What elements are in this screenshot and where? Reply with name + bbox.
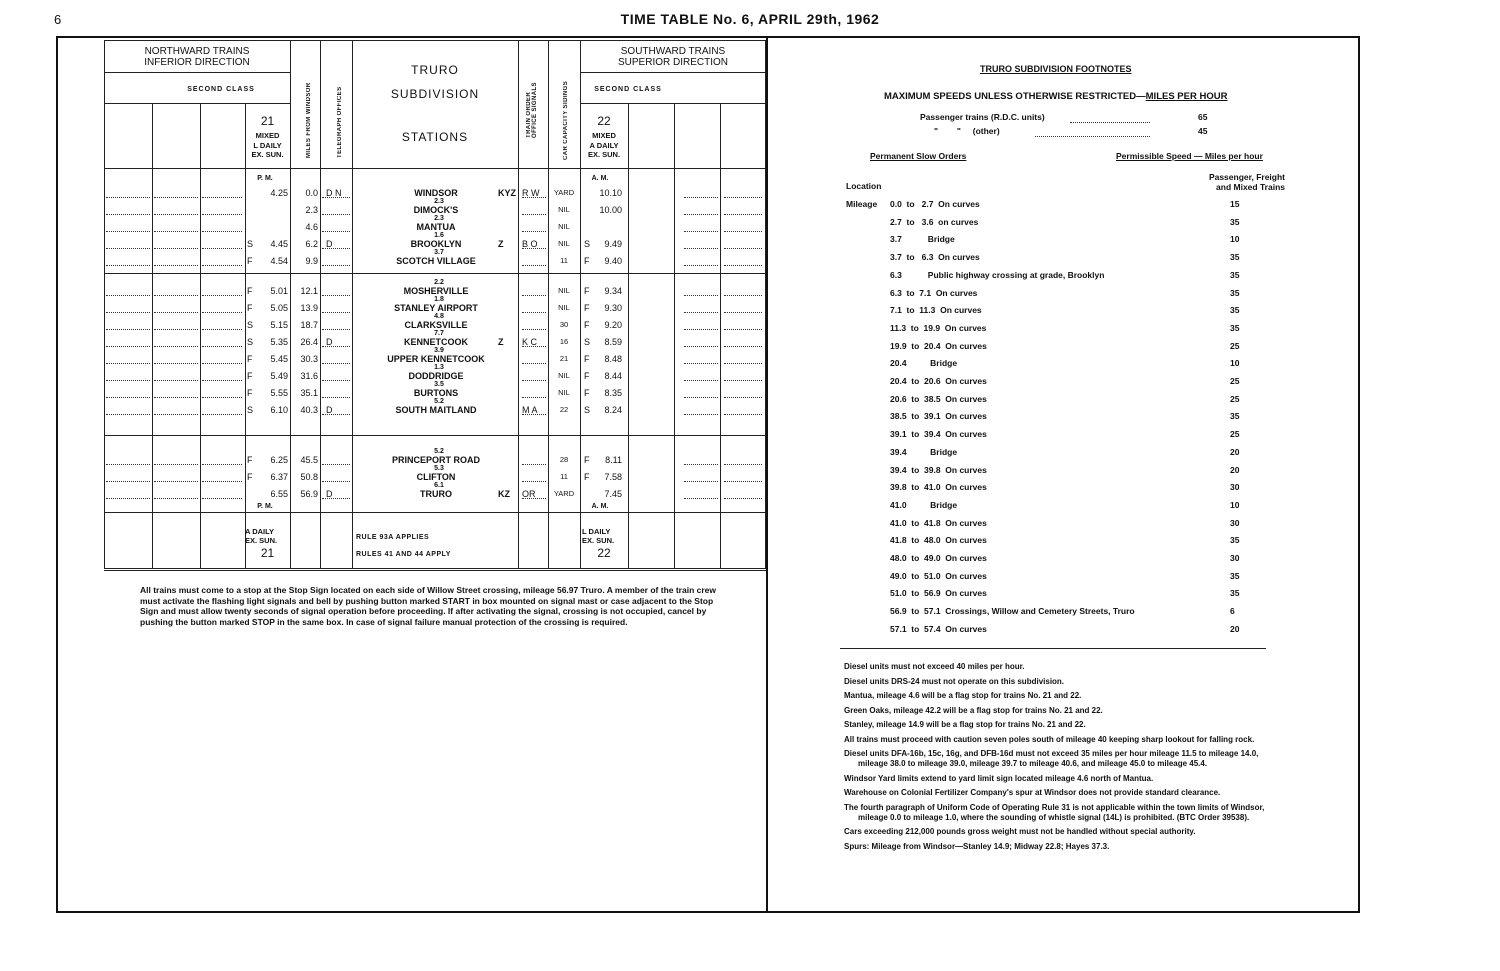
time-21: 5.55 [270, 388, 288, 398]
car-capacity: 30 [559, 320, 569, 329]
telegraph-code: D N [326, 188, 342, 198]
mileage: 0.0 [305, 188, 318, 198]
flag-21: S [247, 320, 254, 330]
slow-order-speed: 10 [1230, 234, 1240, 245]
passenger-rdc-speed: 65 [1198, 112, 1208, 122]
slow-order-row [840, 323, 1290, 340]
time-22: 9.30 [604, 303, 622, 313]
slow-order-row [840, 217, 1290, 234]
slow-order-speed: 30 [1230, 517, 1240, 528]
time-22: 9.49 [604, 239, 622, 249]
km-between: 2.3 [434, 215, 444, 222]
slow-order-location: 41.0 to 41.8 On curves [890, 517, 987, 528]
time-22: 7.45 [604, 489, 622, 499]
car-capacity: 22 [559, 405, 569, 414]
slow-order-location: 0.0 to 2.7 On curves [890, 199, 980, 209]
foot-right-num: 22 [597, 546, 611, 560]
time-22: 9.34 [604, 286, 622, 296]
car-capacity: 11 [560, 472, 568, 481]
mileage: 2.3 [305, 205, 318, 215]
time-22: 8.11 [605, 455, 622, 465]
km-between: 1.6 [434, 232, 444, 239]
station-name: STANLEY AIRPORT [394, 303, 478, 313]
footnote: Diesel units DFA-16b, 15c, 16g, and DFB-16d must not exceed 35 miles per hour mileage 11.5 to mileage 14.0, mileage 38.0 to mileage 39.0, mileage 39.7 to mileage 40.6, and mileage 45.0 to mileage 45.4. [844, 749, 1259, 768]
mileage: 35.1 [300, 388, 318, 398]
passenger-other-label: " " (other) [934, 126, 1000, 136]
car-capacity: NIL [558, 286, 570, 295]
slow-order-location: 38.5 to 39.1 On curves [890, 411, 987, 422]
flag-21: F [247, 371, 253, 381]
slow-order-location: 7.1 to 11.3 On curves [890, 305, 982, 316]
footnote: Green Oaks, mileage 42.2 will be a flag stop for trains No. 21 and 22. [844, 705, 1103, 715]
slow-order-location: 39.4 to 39.8 On curves [890, 464, 987, 475]
flag-22: F [584, 256, 590, 266]
passenger-rdc-label: Passenger trains (R.D.C. units) [920, 112, 1045, 122]
slow-order-row [840, 429, 1290, 446]
km-between: 5.3 [434, 465, 444, 472]
km-between: 3.7 [434, 249, 444, 256]
slow-order-row [840, 606, 1290, 623]
km-between: 2.3 [434, 198, 444, 205]
time-22: 8.59 [604, 337, 622, 347]
car-capacity: YARD [553, 188, 575, 197]
km-between: 6.1 [434, 482, 444, 489]
station-name: DODDRIDGE [408, 371, 464, 381]
col-car-capacity: CAR CAPACITY SIDINGS [563, 80, 569, 160]
slow-order-speed: 6 [1230, 606, 1235, 617]
slow-order-row [840, 447, 1290, 464]
slow-order-speed: 35 [1230, 411, 1240, 422]
footnote: Stanley, mileage 14.9 will be a flag stop for trains No. 21 and 22. [844, 720, 1086, 729]
slow-order-speed: 25 [1230, 429, 1240, 440]
flag-22: F [584, 354, 590, 364]
slow-order-row [840, 358, 1290, 375]
mileage: 30.3 [300, 354, 318, 364]
km-between: 1.3 [434, 364, 444, 371]
slow-order-speed: 35 [1230, 269, 1240, 280]
slow-order-location: 41.0 Bridge [890, 499, 958, 510]
time-22: 8.35 [604, 388, 622, 398]
page-header: TIME TABLE No. 6, APRIL 29th, 1962 [620, 11, 880, 27]
time-21: 5.49 [270, 371, 288, 381]
time-22: 10.10 [599, 188, 622, 198]
time-22: 9.40 [604, 256, 622, 266]
mileage: 31.6 [300, 371, 318, 381]
station-name: KENNETCOOK [403, 337, 468, 347]
time-22: 10.00 [599, 205, 622, 215]
slow-order-location: 39.8 to 41.0 On curves [890, 482, 987, 493]
foot-left: A DAILY EX. SUN. [245, 527, 278, 545]
slow-order-location: 20.4 to 20.6 On curves [890, 376, 987, 386]
footnote: The fourth paragraph of Uniform Code of Operating Rule 31 is not applicable within the town limits of Windsor, mileage 0.0 to mileage 1.0, where the sounding of whistle signal (14L) is prohibited. (BTC Order 39538). [844, 802, 1265, 822]
station-name: MOSHERVILLE [403, 286, 469, 296]
slow-order-speed: 30 [1230, 482, 1240, 493]
max-speeds-heading: MAXIMUM SPEEDS UNLESS OTHERWISE RESTRICTED—MILES PER HOUR [884, 91, 1228, 102]
flag-22: F [584, 303, 590, 313]
time-21: 5.45 [270, 354, 288, 364]
slow-order-row [840, 270, 1290, 287]
slow-order-speed: 20 [1230, 623, 1240, 634]
slow-order-location: 39.1 to 39.4 On curves [890, 429, 987, 440]
slow-order-speed: 25 [1230, 393, 1240, 404]
slow-order-row [840, 624, 1290, 641]
slow-order-location: 20.4 Bridge [890, 358, 958, 369]
flag-21: F [247, 256, 253, 266]
flag-22: F [584, 472, 590, 482]
flag-22: S [584, 405, 591, 415]
slow-order-location: 19.9 to 20.4 On curves [890, 340, 987, 351]
car-capacity: NIL [558, 205, 570, 214]
passenger-other-speed: 45 [1198, 126, 1208, 136]
train21-number: 21 [260, 114, 275, 128]
time-21: 5.05 [270, 303, 288, 313]
slow-order-location: 56.9 to 57.1 Crossings, Willow and Cemetery Streets, Truro [890, 606, 1135, 617]
car-capacity: NIL [558, 303, 570, 312]
foot-left-num: 21 [260, 546, 275, 560]
slow-order-row [840, 588, 1290, 605]
slow-order-location: 11.3 to 19.9 On curves [890, 322, 987, 333]
time-21: 5.15 [270, 320, 288, 330]
mileage: 56.9 [300, 489, 318, 499]
time-22: 9.20 [604, 320, 622, 330]
car-capacity: NIL [558, 371, 570, 380]
pm-label-top: P. M. [257, 175, 273, 182]
km-between: 1.8 [434, 296, 444, 303]
am-label-top: A. M. [591, 175, 609, 182]
telegraph-code: D [326, 405, 333, 415]
slow-order-speed: 35 [1230, 305, 1240, 316]
footnote: Diesel units must not exceed 40 miles per hour. [844, 662, 1025, 671]
slow-orders-label: Permanent Slow Orders [870, 151, 967, 161]
slow-order-speed: 35 [1230, 588, 1240, 599]
mileage: 4.6 [305, 222, 318, 232]
mileage: 13.9 [300, 303, 318, 313]
mileage: 6.2 [305, 239, 318, 249]
train-order-signal: M A [522, 405, 538, 415]
slow-order-location: 48.0 to 49.0 On curves [890, 553, 987, 563]
stations-label: STATIONS [401, 130, 469, 144]
flag-22: F [584, 455, 590, 465]
car-capacity: 28 [559, 455, 569, 464]
mileage: 45.5 [300, 455, 318, 465]
time-21: 4.45 [270, 239, 288, 249]
slow-order-location: 20.6 to 38.5 On curves [890, 393, 987, 404]
flag-22: F [584, 388, 590, 398]
flag-22: F [584, 320, 590, 330]
km-between: 4.8 [434, 313, 444, 320]
slow-order-speed: 35 [1230, 252, 1240, 263]
mileage: 12.1 [300, 286, 318, 296]
car-capacity: YARD [553, 489, 575, 498]
slow-order-speed: 20 [1230, 446, 1240, 457]
flag-22: F [584, 371, 590, 381]
flag-22: S [584, 239, 591, 249]
flag-21: F [247, 388, 253, 398]
footnote: All trains must proceed with caution seven poles south of mileage 40 keeping sharp lookout for falling rock. [844, 734, 1255, 744]
flag-21: F [247, 303, 253, 313]
slow-order-speed: 35 [1230, 570, 1240, 581]
trains-label: Passenger, Freight and Mixed Trains [1208, 172, 1285, 192]
time-21: 6.55 [270, 489, 288, 499]
train22-number: 22 [597, 114, 611, 128]
telegraph-code: D [326, 489, 333, 499]
class-left: SECOND CLASS [187, 86, 255, 93]
col-miles: MILES FROM WINDSOR [306, 82, 312, 158]
rule-93a: RULE 93A APPLIES [356, 534, 430, 541]
permissible-speed-label: Permissible Speed — Miles per hour [1116, 151, 1263, 161]
slow-order-row [840, 341, 1290, 358]
slow-order-location: 41.8 to 48.0 On curves [890, 535, 987, 546]
slow-order-location: 57.1 to 57.4 On curves [890, 623, 987, 634]
slow-order-row [840, 411, 1290, 428]
time-22: 8.44 [604, 371, 622, 381]
stop-sign-note: All trains must come to a stop at the Stop Sign located on each side of Willow Street crossing, mileage 56.97 Truro. A member of the train crew must activate the flashing light signals and bell by pushing button marked START in box mounted on signal mast or case adjacent to the Stop Sign and must allow twenty seconds of signal operation before proceeding. If after activating the signal, crossing is not occupied, cancel by pushing the button marked STOP in the same box. In case of signal failure manual protection of the crossing is required. [140, 585, 717, 627]
time-22: 8.48 [604, 354, 622, 364]
class-right: SECOND CLASS [594, 86, 662, 93]
slow-order-location: 39.4 Bridge [890, 446, 958, 457]
slow-order-row [840, 288, 1290, 305]
flag-21: F [247, 286, 253, 296]
station-code: KYZ [498, 188, 516, 198]
train-order-signal: OR [522, 489, 536, 499]
footnote: Windsor Yard limits extend to yard limit sign located mileage 4.6 north of Mantua. [844, 773, 1154, 783]
station-name: CLIFTON [416, 472, 456, 482]
station-code: Z [498, 337, 504, 347]
station-name: TRURO [420, 489, 452, 499]
km-between: 2.2 [434, 279, 444, 286]
slow-order-row [840, 553, 1290, 570]
flag-22: F [584, 286, 590, 296]
car-capacity: NIL [558, 222, 570, 231]
flag-22: S [584, 337, 591, 347]
time-22: 7.58 [604, 472, 622, 482]
mileage: 26.4 [300, 337, 318, 347]
slow-order-row [840, 465, 1290, 482]
footnotes-title: TRURO SUBDIVISION FOOTNOTES [980, 64, 1132, 74]
train-order-signal: R W [522, 188, 540, 198]
slow-order-speed: 10 [1230, 499, 1240, 510]
slow-order-row [840, 376, 1290, 393]
km-between: 5.2 [434, 398, 444, 405]
car-capacity: 21 [559, 354, 569, 363]
am-label-bottom: A. M. [591, 503, 609, 510]
train-order-signal: B O [522, 239, 538, 249]
car-capacity: NIL [558, 239, 570, 248]
slow-order-speed: 20 [1230, 464, 1240, 475]
center-divider [766, 36, 768, 913]
car-capacity: NIL [558, 388, 570, 397]
footnote-notes [844, 662, 1288, 856]
slow-order-speed: 35 [1230, 287, 1240, 298]
mileage: 50.8 [300, 472, 318, 482]
flag-21: F [247, 354, 253, 364]
telegraph-code: D [326, 239, 333, 249]
col-train-order: TRAIN ORDER OFFICE SIGNALS [526, 82, 538, 138]
rule-41-44: RULES 41 AND 44 APPLY [356, 551, 451, 558]
km-between: 5.2 [434, 448, 444, 455]
time-21: 4.54 [270, 256, 288, 266]
slow-order-speed: 25 [1230, 376, 1240, 386]
footnote: Mantua, mileage 4.6 will be a flag stop for trains No. 21 and 22. [844, 691, 1082, 700]
slow-order-row [840, 305, 1290, 322]
station-name: MANTUA [416, 222, 456, 232]
footnote: Cars exceeding 212,000 pounds gross weight must not be handled without special authority. [844, 827, 1196, 836]
time-21: 6.25 [270, 455, 288, 465]
slow-order-speed: 35 [1230, 216, 1240, 227]
slow-order-row [840, 500, 1290, 517]
page-number: 6 [54, 12, 62, 27]
foot-right: L DAILY EX. SUN. [582, 527, 615, 545]
slow-order-speed: 35 [1230, 535, 1240, 546]
slow-order-row [840, 394, 1290, 411]
mileage: 18.7 [300, 320, 318, 330]
station-code: Z [498, 239, 504, 249]
station-name: UPPER KENNETCOOK [387, 354, 485, 364]
slow-order-row [840, 518, 1290, 535]
slow-order-speed: 25 [1230, 340, 1240, 351]
station-name: SCOTCH VILLAGE [396, 256, 476, 266]
location-label: Location [846, 181, 882, 191]
train-order-signal: K C [522, 337, 538, 347]
subdivision-title: TRURO SUBDIVISION [390, 63, 480, 101]
timetable [104, 40, 766, 569]
station-name: CLARKSVILLE [404, 320, 468, 330]
km-between: 7.7 [434, 330, 444, 337]
slow-order-row [840, 199, 1290, 216]
km-between: 3.5 [434, 381, 444, 388]
train21-desc: MIXED L DAILY EX. SUN. [251, 131, 284, 159]
slow-order-speed: 15 [1230, 199, 1240, 209]
mileage: 40.3 [300, 405, 318, 415]
col-telegraph: TELEGRAPH OFFICES [337, 86, 343, 158]
km-between: 3.9 [434, 347, 444, 354]
slow-order-speed: 35 [1230, 322, 1240, 333]
footnote: Diesel units DRS-24 must not operate on this subdivision. [844, 676, 1065, 686]
station-name: SOUTH MAITLAND [395, 405, 477, 415]
flag-21: F [247, 472, 253, 482]
station-code: KZ [498, 489, 510, 499]
station-name: PRINCEPORT ROAD [391, 455, 480, 465]
north-heading: NORTHWARD TRAINS INFERIOR DIRECTION [144, 46, 250, 68]
slow-order-location: 3.7 to 6.3 On curves [890, 252, 980, 263]
slow-order-row [840, 234, 1290, 251]
slow-order-location: 3.7 Bridge [890, 234, 955, 245]
train22-desc: MIXED A DAILY EX. SUN. [587, 131, 621, 159]
slow-order-location: 51.0 to 56.9 On curves [890, 588, 987, 599]
slow-order-speed: 10 [1230, 358, 1240, 369]
station-name: BROOKLYN [410, 239, 462, 249]
slow-order-row [840, 252, 1290, 269]
slow-order-row [840, 482, 1290, 499]
flag-21: S [247, 239, 254, 249]
station-name: WINDSOR [414, 188, 458, 198]
time-21: 5.35 [270, 337, 288, 347]
time-21: 4.25 [270, 188, 288, 198]
slow-order-location: 49.0 to 51.0 On curves [890, 570, 987, 581]
mileage-label: Mileage [846, 199, 878, 209]
time-22: 8.24 [604, 405, 622, 415]
pm-label-bottom: P. M. [257, 503, 273, 510]
slow-order-location: 6.3 to 7.1 On curves [890, 287, 978, 298]
car-capacity: 11 [560, 256, 568, 265]
slow-order-row [840, 571, 1290, 588]
south-heading: SOUTHWARD TRAINS SUPERIOR DIRECTION [617, 46, 728, 68]
time-21: 5.01 [270, 286, 288, 296]
flag-21: F [247, 455, 253, 465]
car-capacity: 16 [559, 337, 569, 346]
flag-21: S [247, 337, 254, 347]
telegraph-code: D [326, 337, 333, 347]
slow-order-speed: 30 [1230, 553, 1240, 563]
mileage: 9.9 [305, 256, 318, 266]
slow-order-location: 2.7 to 3.6 on curves [890, 216, 979, 227]
footnote: Spurs: Mileage from Windsor—Stanley 14.9; Midway 22.8; Hayes 37.3. [844, 841, 1110, 851]
time-21: 6.10 [270, 405, 288, 415]
footnote: Warehouse on Colonial Fertilizer Company's spur at Windsor does not provide standard clearance. [844, 788, 1221, 797]
slow-order-location: 6.3 Public highway crossing at grade, Brooklyn [890, 269, 1105, 280]
station-name: DIMOCK'S [413, 205, 459, 215]
flag-21: S [247, 405, 254, 415]
station-name: BURTONS [413, 388, 459, 398]
slow-order-row [840, 535, 1290, 552]
time-21: 6.37 [270, 472, 288, 482]
